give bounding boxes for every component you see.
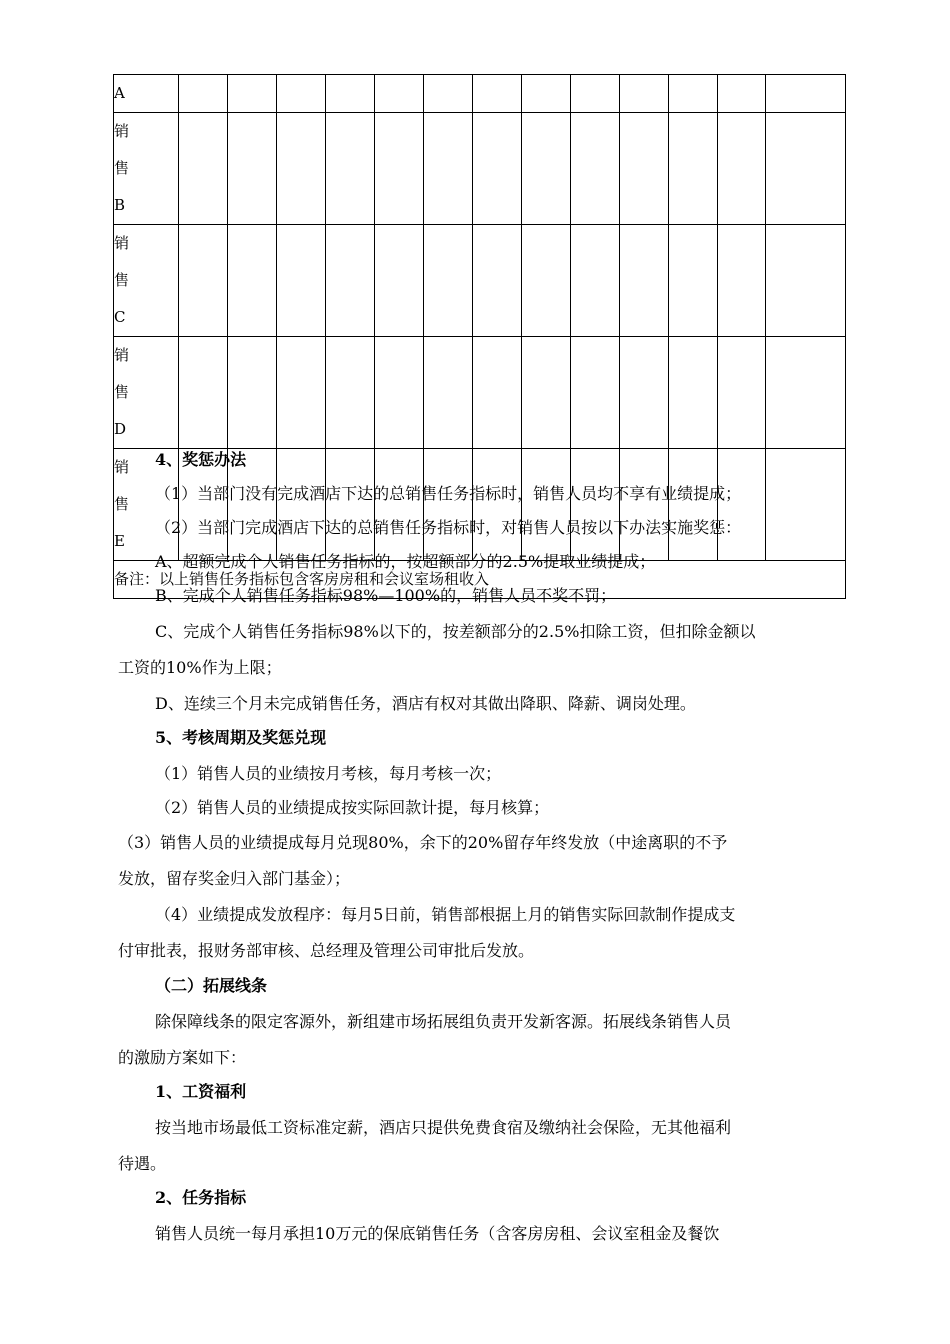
table-cell bbox=[669, 225, 718, 337]
table-cell bbox=[620, 337, 669, 449]
table-cell bbox=[669, 75, 718, 113]
table-cell bbox=[424, 225, 473, 337]
table-cell bbox=[522, 113, 571, 225]
paragraph: 工资的10%作为上限； bbox=[118, 658, 282, 677]
table-note: 备注：以上销售任务指标包含客房房租和会议室场租收入 bbox=[114, 561, 846, 599]
paragraph: （2）当部门完成酒店下达的总销售任务指标时，对销售人员按以下办法实施奖惩： bbox=[155, 518, 742, 537]
table-cell bbox=[571, 75, 620, 113]
table-cell bbox=[766, 337, 846, 449]
table-cell bbox=[766, 113, 846, 225]
table-cell bbox=[620, 225, 669, 337]
paragraph: 销售人员统一每月承担10万元的保底销售任务（含客房房租、会议室租金及餐饮 bbox=[155, 1224, 720, 1243]
paragraph: 付审批表，报财务部审核、总经理及管理公司审批后发放。 bbox=[118, 941, 535, 960]
table-cell bbox=[277, 337, 326, 449]
table-row bbox=[114, 75, 846, 113]
table-cell bbox=[375, 75, 424, 113]
table-cell bbox=[522, 337, 571, 449]
table-cell bbox=[277, 225, 326, 337]
table-cell bbox=[522, 75, 571, 113]
table-row bbox=[114, 113, 846, 225]
paragraph: （3）销售人员的业绩提成每月兑现80%，余下的20%留存年终发放（中途离职的不予 bbox=[118, 833, 728, 852]
table-cell bbox=[473, 75, 522, 113]
row-label bbox=[114, 337, 179, 449]
paragraph: 发放，留存奖金归入部门基金）； bbox=[118, 869, 351, 888]
row-label-line2: D bbox=[114, 420, 127, 438]
table-cell bbox=[718, 75, 766, 113]
paragraph: （1）销售人员的业绩按月考核，每月考核一次； bbox=[155, 764, 502, 783]
table-cell bbox=[473, 113, 522, 225]
row-label-line1: 销 售 bbox=[114, 346, 142, 401]
paragraph: （4）业绩提成发放程序：每月5日前，销售部根据上月的销售实际回款制作提成支 bbox=[155, 905, 736, 924]
paragraph: 的激励方案如下： bbox=[118, 1048, 247, 1067]
paragraph: 待遇。 bbox=[118, 1154, 167, 1173]
table-cell bbox=[718, 337, 766, 449]
subsection-heading: 1、工资福利 bbox=[155, 1082, 247, 1101]
paragraph: A、超额完成个人销售任务指标的，按超额部分的2.5%提取业绩提成； bbox=[155, 552, 656, 571]
table-cell bbox=[424, 113, 473, 225]
table-cell bbox=[326, 225, 375, 337]
row-label bbox=[114, 225, 179, 337]
paragraph: （1）当部门没有完成酒店下达的总销售任务指标时，销售人员均不享有业绩提成； bbox=[155, 484, 742, 503]
row-label-line2: B bbox=[114, 196, 126, 214]
table-cell bbox=[375, 113, 424, 225]
row-label-line2: C bbox=[114, 308, 126, 326]
table-row bbox=[114, 225, 846, 337]
table-cell bbox=[326, 113, 375, 225]
table-cell bbox=[424, 75, 473, 113]
section-5-heading: 5、考核周期及奖惩兑现 bbox=[155, 728, 327, 747]
section-expansion-heading: （二）拓展线条 bbox=[155, 976, 268, 995]
paragraph: D、连续三个月未完成销售任务，酒店有权对其做出降职、降薪、调岗处理。 bbox=[155, 694, 696, 713]
table-cell bbox=[228, 225, 277, 337]
table-cell bbox=[228, 337, 277, 449]
table-cell bbox=[326, 337, 375, 449]
table-cell bbox=[179, 113, 228, 225]
row-label-line1: 销 售 bbox=[114, 234, 142, 289]
table-cell bbox=[718, 113, 766, 225]
table-cell bbox=[669, 337, 718, 449]
paragraph: 除保障线条的限定客源外，新组建市场拓展组负责开发新客源。拓展线条销售人员 bbox=[155, 1012, 732, 1031]
row-label bbox=[114, 75, 179, 113]
table-cell bbox=[571, 113, 620, 225]
table-cell bbox=[669, 113, 718, 225]
table-cell bbox=[473, 225, 522, 337]
row-label-line2: A bbox=[114, 84, 125, 102]
table-cell bbox=[179, 225, 228, 337]
table-cell bbox=[375, 337, 424, 449]
table-cell bbox=[473, 337, 522, 449]
table-cell bbox=[228, 113, 277, 225]
table-cell bbox=[571, 225, 620, 337]
paragraph: B、完成个人销售任务指标98%—100%的，销售人员不奖不罚； bbox=[155, 586, 617, 605]
section-4-heading: 4、奖惩办法 bbox=[155, 450, 247, 469]
table-cell bbox=[424, 337, 473, 449]
table-cell bbox=[766, 75, 846, 113]
table-cell bbox=[179, 75, 228, 113]
table-cell bbox=[620, 113, 669, 225]
table-cell bbox=[277, 113, 326, 225]
table-row bbox=[114, 337, 846, 449]
table-cell bbox=[228, 75, 277, 113]
paragraph: C、完成个人销售任务指标98%以下的，按差额部分的2.5%扣除工资，但扣除金额以 bbox=[155, 622, 756, 641]
paragraph: 按当地市场最低工资标准定薪，酒店只提供免费食宿及缴纳社会保险，无其他福利 bbox=[155, 1118, 732, 1137]
table-cell bbox=[571, 337, 620, 449]
row-label bbox=[114, 113, 179, 225]
row-label-line1: 销 售 bbox=[114, 122, 142, 177]
table-cell bbox=[375, 225, 424, 337]
subsection-heading: 2、任务指标 bbox=[155, 1188, 247, 1207]
row-label-line2: E bbox=[114, 532, 125, 550]
table-cell bbox=[766, 225, 846, 337]
table-cell bbox=[326, 75, 375, 113]
table-cell bbox=[620, 75, 669, 113]
table-cell bbox=[718, 225, 766, 337]
table-cell bbox=[277, 75, 326, 113]
table-cell bbox=[179, 337, 228, 449]
table-cell bbox=[522, 225, 571, 337]
row-label-line1: 销 售 bbox=[114, 458, 142, 513]
paragraph: （2）销售人员的业绩提成按实际回款计提，每月核算； bbox=[155, 798, 550, 817]
